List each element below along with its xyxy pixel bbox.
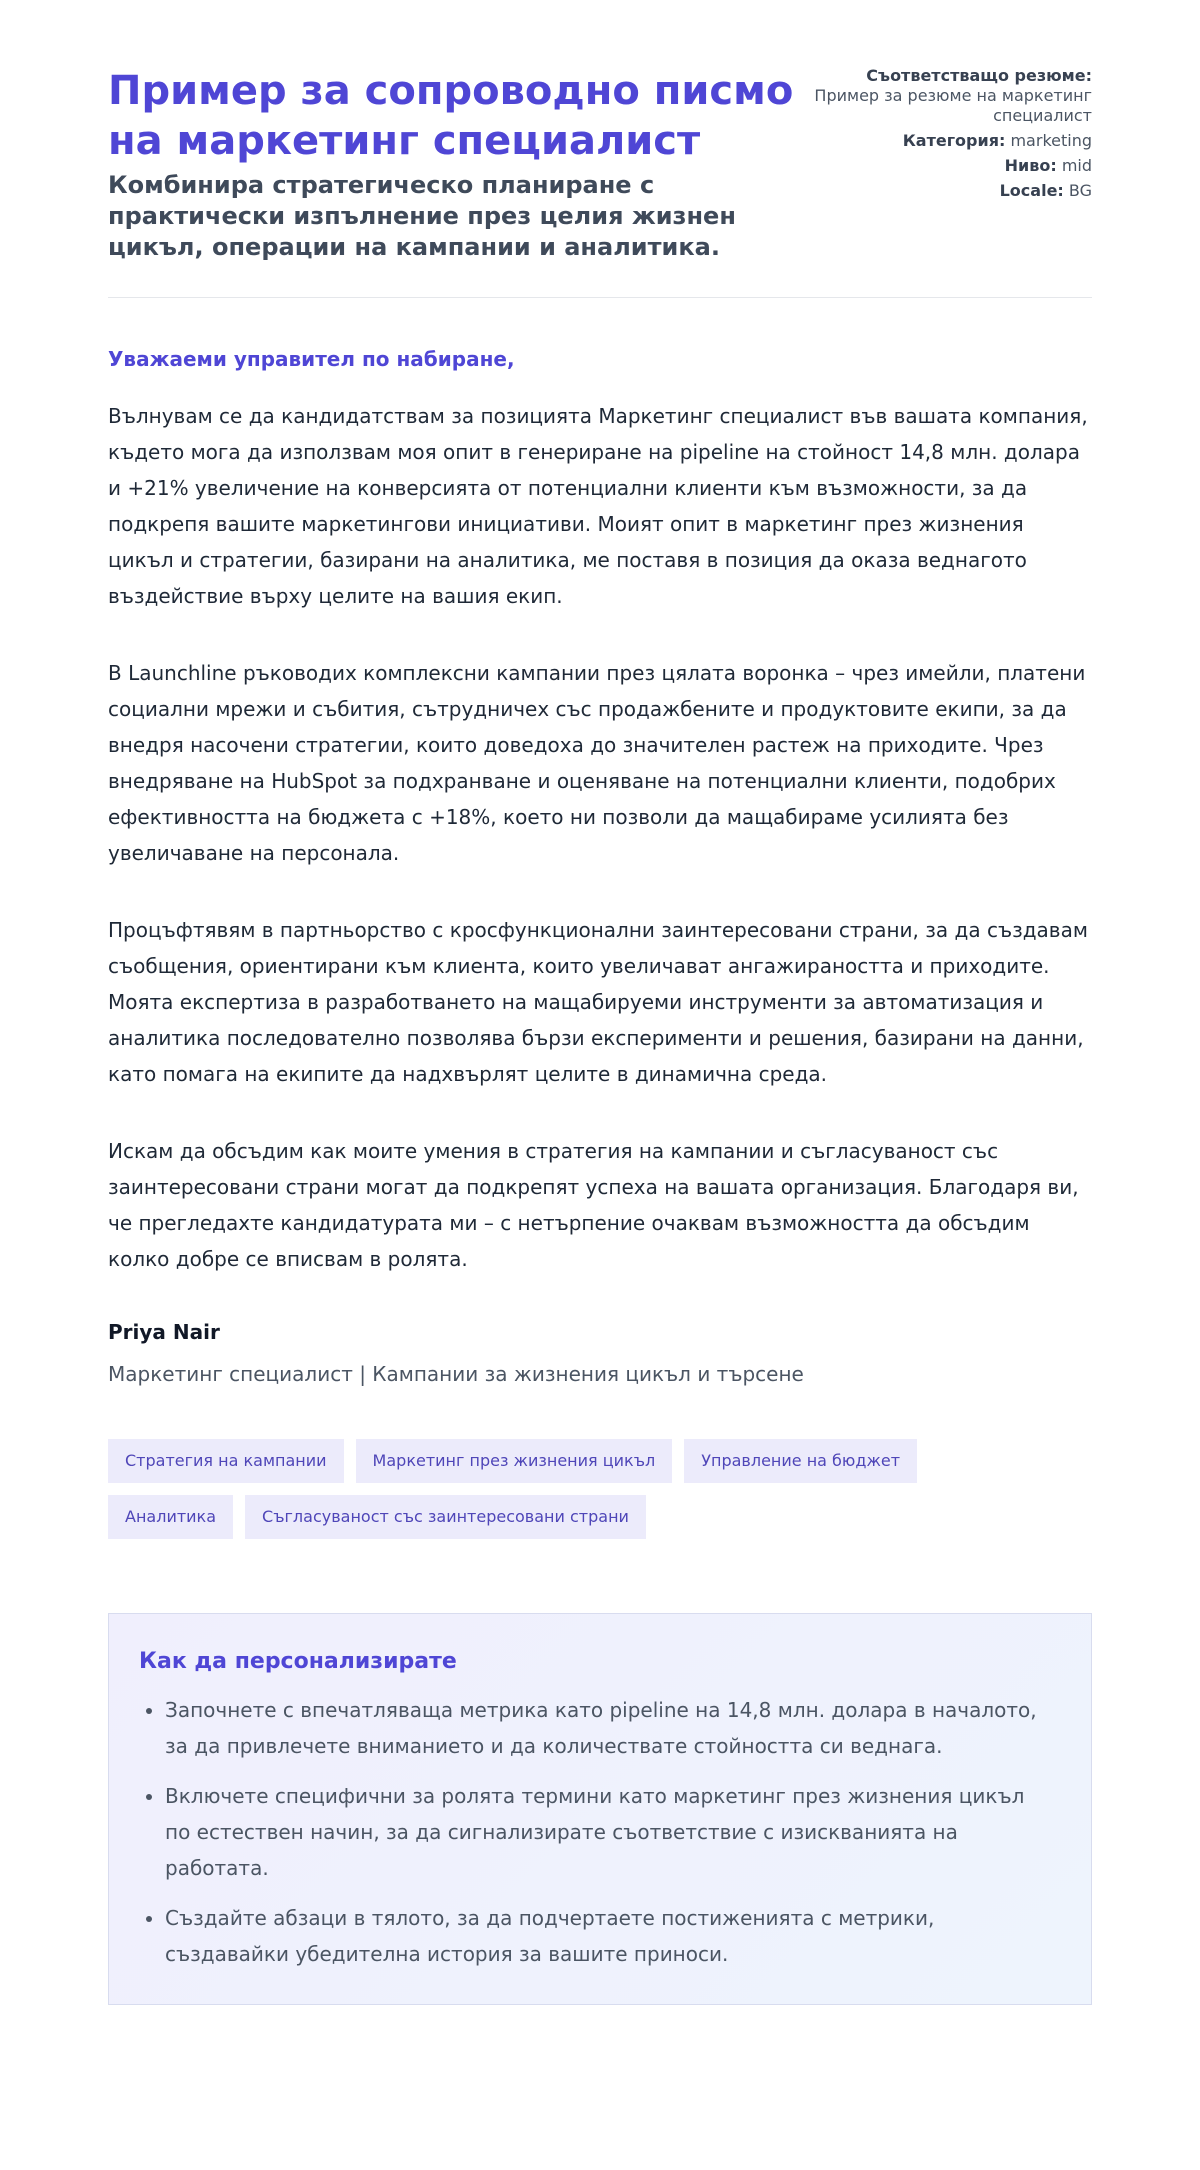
meta-locale-value: BG <box>1068 181 1092 200</box>
skill-tag: Съгласуваност със заинтересовани страни <box>245 1495 646 1539</box>
letter-paragraph: В Launchline ръководих комплексни кампании през цялата воронка – чрез имейли, платени социални мрежи и събития, сътрудничех със продажбените и продуктовите екипи, за да внедря насочени стратегии, които доведоха до значителен растеж на приходите. Чрез внедряване на HubSpot за подхранване и оценяване на потенциални клиенти, подобрих ефективността на бюджета с +18%, което ни позволи да мащабираме усилията без увеличаване на персонала. <box>108 661 1086 865</box>
page-subtitle: Комбинира стратегическо планиране с практически изпълнение през целия жизнен цикъл, операции на кампании и аналитика. <box>108 171 736 261</box>
skill-tag: Аналитика <box>108 1495 233 1539</box>
skill-tag: Маркетинг през жизнения цикъл <box>356 1439 673 1483</box>
page-header <box>108 66 1092 263</box>
letter-salutation: Уважаеми управител по набиране, <box>108 347 515 371</box>
skill-tag: Стратегия на кампании <box>108 1439 344 1483</box>
tip-item: • Започнете с впечатляваща метрика като pipeline на 14,8 млн. долара в началото, за да привлечете вниманието и да количествате стойността си веднага. <box>165 1692 1045 1764</box>
signature-block <box>108 1319 1092 1387</box>
meta-level-value: mid <box>1061 156 1092 175</box>
meta-category-value: marketing <box>1010 131 1092 150</box>
tip-item: • Включете специфични за ролята термини като маркетинг през жизнения цикъл по естествен начин, за да сигнализирате съответствие с изискванията на работата. <box>165 1778 1045 1886</box>
tip-item: • Създайте абзаци в тялото, за да подчертаете постиженията с метрики, създавайки убедителна история за вашите приноси. <box>165 1900 1045 1972</box>
letter-paragraph: Процъфтявям в партньорство с кросфункционални заинтересовани страни, за да създавам съобщения, ориентирани към клиента, които увеличават ангажираността и приходите. Моята експертиза в разработването на мащабируеми инструменти за автоматизация и аналитика последователно позволява бързи експерименти и решения, базирани на данни, като помага на екипите да надхвърлят целите в динамична среда. <box>108 918 1088 1086</box>
page-title: Пример за сопроводно писмо на маркетинг специалист <box>108 68 794 164</box>
tips-list <box>139 1692 1045 1972</box>
letter-paragraph: Вълнувам се да кандидатствам за позицията Маркетинг специалист във вашата компания, където мога да използвам моя опит в генериране на pipeline на стойност 14,8 млн. долара и +21% увеличение на конверсията от потенциални клиенти към възможности, за да подкрепя вашите маркетингови инициативи. Моият опит в маркетинг през жизнения цикъл и стратегии, базирани на аналитика, ме поставя в позиция да оказа веднагото въздействие върху целите на вашия екип. <box>108 404 1088 608</box>
header-divider <box>108 297 1092 298</box>
meta-locale <box>804 181 1092 201</box>
tips-title: Как да персонализирате <box>139 1649 457 1674</box>
skill-tag: Управление на бюджет <box>684 1439 917 1483</box>
meta-resume <box>804 66 1092 126</box>
letter-paragraph: Искам да обсъдим как моите умения в стратегия на кампании и съгласуваност със заинтересовани страни могат да подкрепят успеха на вашата организация. Благодаря ви, че прегледахте кандидатурата ми – с нетърпение очаквам възможността да обсъдим колко добре се вписвам в ролята. <box>108 1139 1079 1271</box>
meta-locale-label: Locale: <box>999 181 1064 200</box>
meta-category-label: Категория: <box>902 131 1006 150</box>
meta-level <box>804 156 1092 176</box>
meta-category <box>804 131 1092 151</box>
meta-panel <box>804 66 1092 206</box>
signature-role: Маркетинг специалист | Кампании за жизнения цикъл и търсене <box>108 1362 804 1386</box>
header-titles <box>108 66 804 263</box>
skill-tags <box>108 1439 1008 1551</box>
meta-resume-label: Съответстващо резюме: <box>866 66 1092 85</box>
customization-tips <box>108 1613 1092 2005</box>
letter-body <box>108 398 1092 1277</box>
signature-name: Priya Nair <box>108 1320 220 1344</box>
meta-resume-value: Пример за резюме на маркетинг специалист <box>814 86 1092 125</box>
meta-level-label: Ниво: <box>1004 156 1057 175</box>
